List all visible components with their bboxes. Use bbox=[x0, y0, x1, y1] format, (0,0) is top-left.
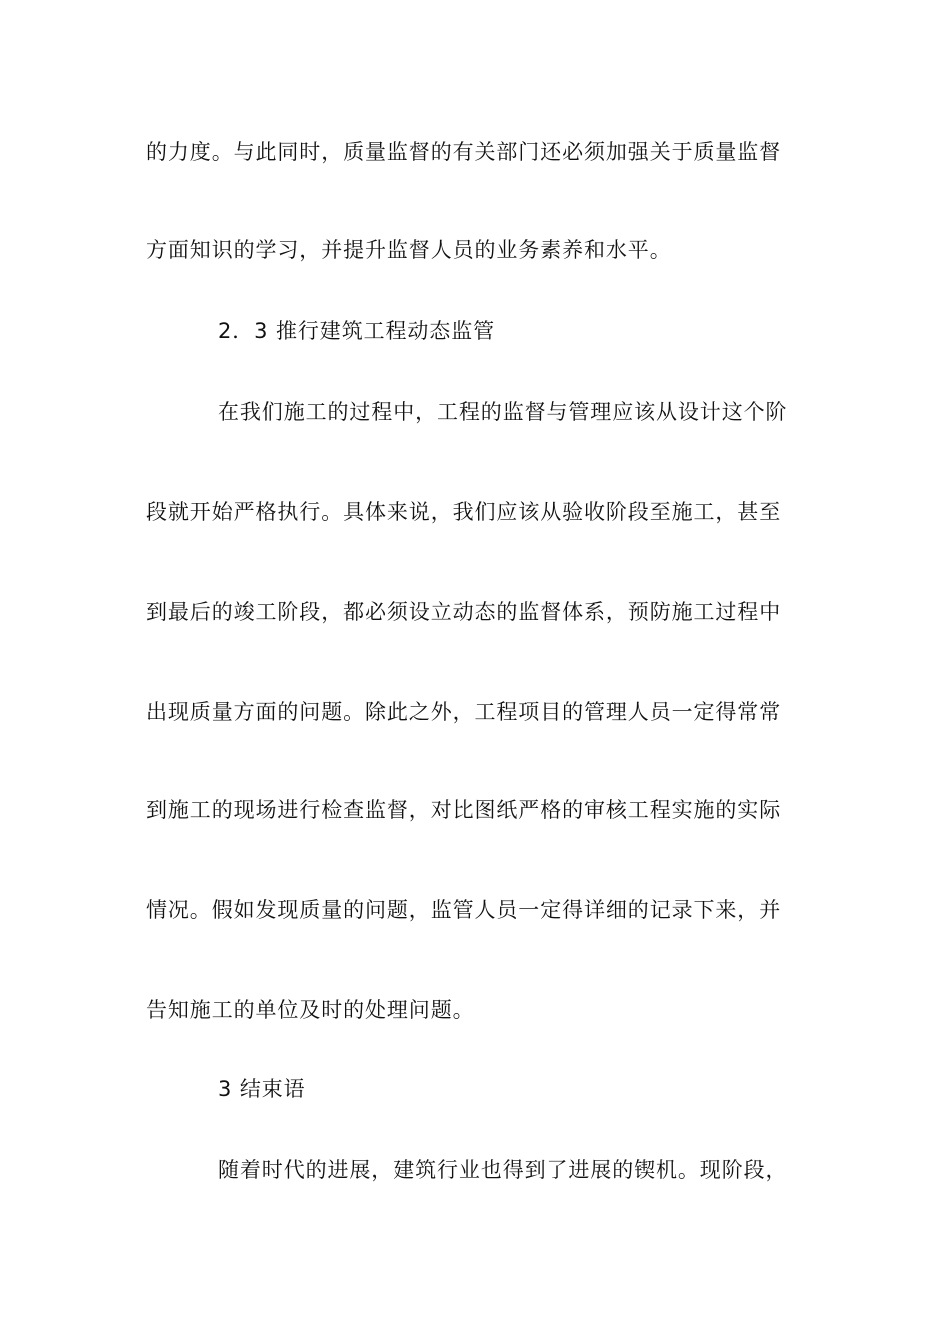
paragraph-line: 告知施工的单位及时的处理问题。 bbox=[146, 998, 475, 1022]
paragraph-line: 到施工的现场进行检查监督，对比图纸严格的审核工程实施的实际 bbox=[146, 798, 782, 822]
paragraph-line: 情况。假如发现质量的问题，监管人员一定得详细的记录下来，并 bbox=[146, 898, 782, 922]
paragraph-line: 段就开始严格执行。具体来说，我们应该从验收阶段至施工，甚至 bbox=[146, 500, 782, 524]
paragraph-line: 在我们施工的过程中，工程的监督与管理应该从设计这个阶 bbox=[218, 400, 788, 424]
paragraph-line: 到最后的竣工阶段，都必须设立动态的监督体系，预防施工过程中 bbox=[146, 600, 782, 624]
paragraph-line: 的力度。与此同时，质量监督的有关部门还必须加强关于质量监督 bbox=[146, 140, 782, 164]
section-heading: 3 结束语 bbox=[218, 1077, 306, 1101]
paragraph-line: 出现质量方面的问题。除此之外，工程项目的管理人员一定得常常 bbox=[146, 700, 782, 724]
section-heading: 2．3 推行建筑工程动态监管 bbox=[218, 319, 495, 343]
paragraph-line: 方面知识的学习，并提升监督人员的业务素养和水平。 bbox=[146, 238, 672, 262]
paragraph-line: 随着时代的进展，建筑行业也得到了进展的锲机。现阶段， bbox=[218, 1158, 788, 1182]
